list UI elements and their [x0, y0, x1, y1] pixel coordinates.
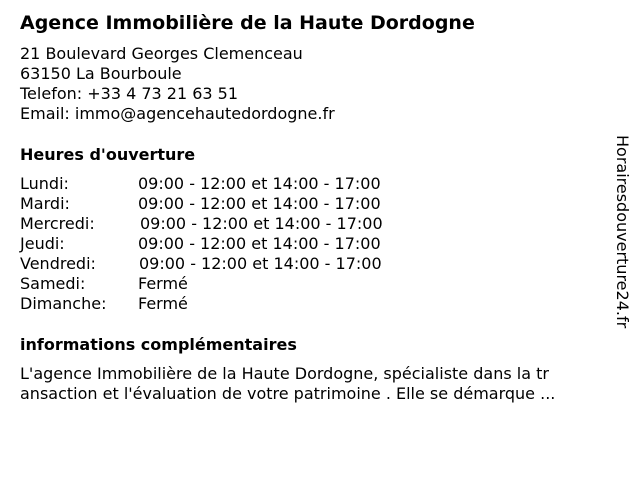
- additional-info-heading: informations complémentaires: [20, 335, 297, 354]
- additional-info-text: [20, 364, 610, 404]
- time-value: Fermé: [138, 274, 188, 293]
- day-label: Dimanche:: [20, 294, 107, 313]
- email-address: Email: immo@agencehautedordogne.fr: [20, 104, 335, 123]
- time-value: 09:00 - 12:00 et 14:00 - 17:00: [140, 214, 383, 233]
- site-watermark: Horairesdouverture24.fr: [613, 135, 632, 329]
- opening-hours-heading: Heures d'ouverture: [20, 145, 196, 164]
- phone-number: Telefon: +33 4 73 21 63 51: [20, 84, 239, 103]
- day-label: Mardi:: [20, 194, 70, 213]
- day-label: Samedi:: [20, 274, 86, 293]
- info-line: L'agence Immobilière de la Haute Dordogne, spécialiste dans la tr: [20, 364, 549, 383]
- time-value: Fermé: [138, 294, 188, 313]
- day-label: Vendredi:: [20, 254, 96, 273]
- day-label: Mercredi:: [20, 214, 95, 233]
- day-label: Jeudi:: [20, 234, 65, 253]
- agency-name: Agence Immobilière de la Haute Dordogne: [20, 12, 475, 34]
- time-value: 09:00 - 12:00 et 14:00 - 17:00: [138, 174, 381, 193]
- city-postal-code: 63150 La Bourboule: [20, 64, 182, 83]
- info-line: ansaction et l'évaluation de votre patrimoine . Elle se démarque ...: [20, 384, 556, 403]
- watermark-container: [612, 135, 632, 375]
- address-block: [20, 44, 335, 124]
- day-label: Lundi:: [20, 174, 69, 193]
- street-address: 21 Boulevard Georges Clemenceau: [20, 44, 303, 63]
- time-value: 09:00 - 12:00 et 14:00 - 17:00: [139, 254, 382, 273]
- time-value: 09:00 - 12:00 et 14:00 - 17:00: [138, 194, 381, 213]
- time-value: 09:00 - 12:00 et 14:00 - 17:00: [138, 234, 381, 253]
